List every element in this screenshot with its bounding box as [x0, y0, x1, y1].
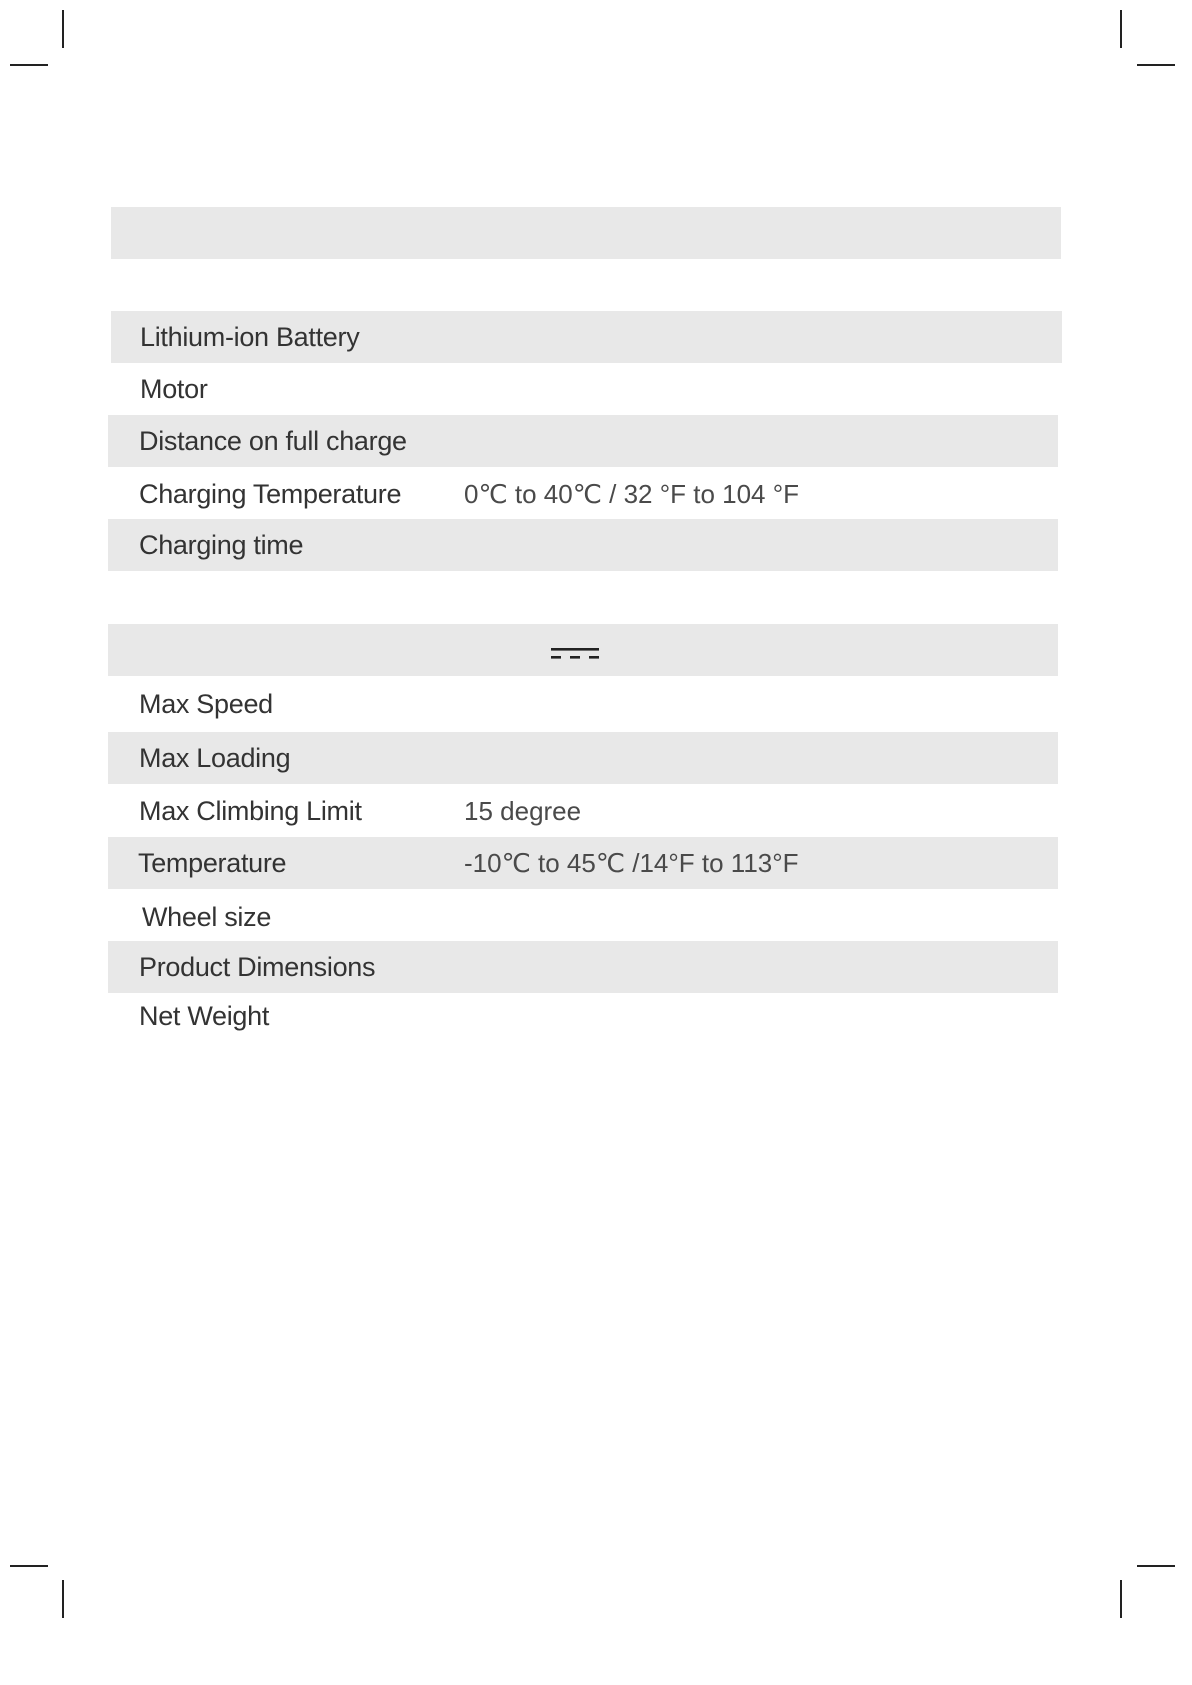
spec-label: Lithium-ion Battery [140, 322, 360, 352]
spec-label: Max Climbing Limit [139, 796, 362, 826]
spec-label: Distance on full charge [139, 426, 407, 456]
dc-current-icon [551, 648, 599, 660]
crop-mark [62, 1580, 64, 1618]
spec-label: Motor [140, 374, 208, 404]
spec-value: 15 degree [464, 796, 582, 826]
title-band [111, 207, 1061, 259]
spec-row [108, 468, 1058, 520]
spec-row [108, 837, 1058, 889]
spec-row [108, 732, 1058, 784]
crop-mark [1137, 64, 1175, 66]
crop-mark [10, 64, 48, 66]
crop-mark [62, 10, 64, 48]
spec-label: Temperature [138, 848, 287, 878]
spec-label: Max Speed [139, 689, 273, 719]
spec-row [108, 941, 1058, 993]
spec-label: Charging time [139, 530, 304, 560]
spec-row [111, 311, 1062, 363]
spec-row [108, 678, 1058, 730]
section-header-band [108, 624, 1058, 676]
spec-label: Net Weight [139, 1001, 270, 1031]
spec-label: Max Loading [139, 743, 291, 773]
spec-value: -10℃ to 45℃ /14°F to 113°F [464, 848, 799, 878]
crop-mark [1120, 1580, 1122, 1618]
spec-row [108, 785, 1058, 837]
spec-label: Wheel size [142, 902, 272, 932]
spec-row [108, 994, 1058, 1046]
spec-row [108, 519, 1058, 571]
crop-mark [1120, 10, 1122, 48]
spec-label: Charging Temperature [139, 479, 402, 509]
spec-value: 0℃ to 40℃ / 32 °F to 104 °F [464, 479, 800, 509]
crop-mark [1137, 1565, 1175, 1567]
spec-row [108, 415, 1058, 467]
spec-label: Product Dimensions [139, 952, 376, 982]
spec-row [111, 363, 1062, 415]
crop-mark [10, 1565, 48, 1567]
spec-row [108, 891, 1058, 943]
